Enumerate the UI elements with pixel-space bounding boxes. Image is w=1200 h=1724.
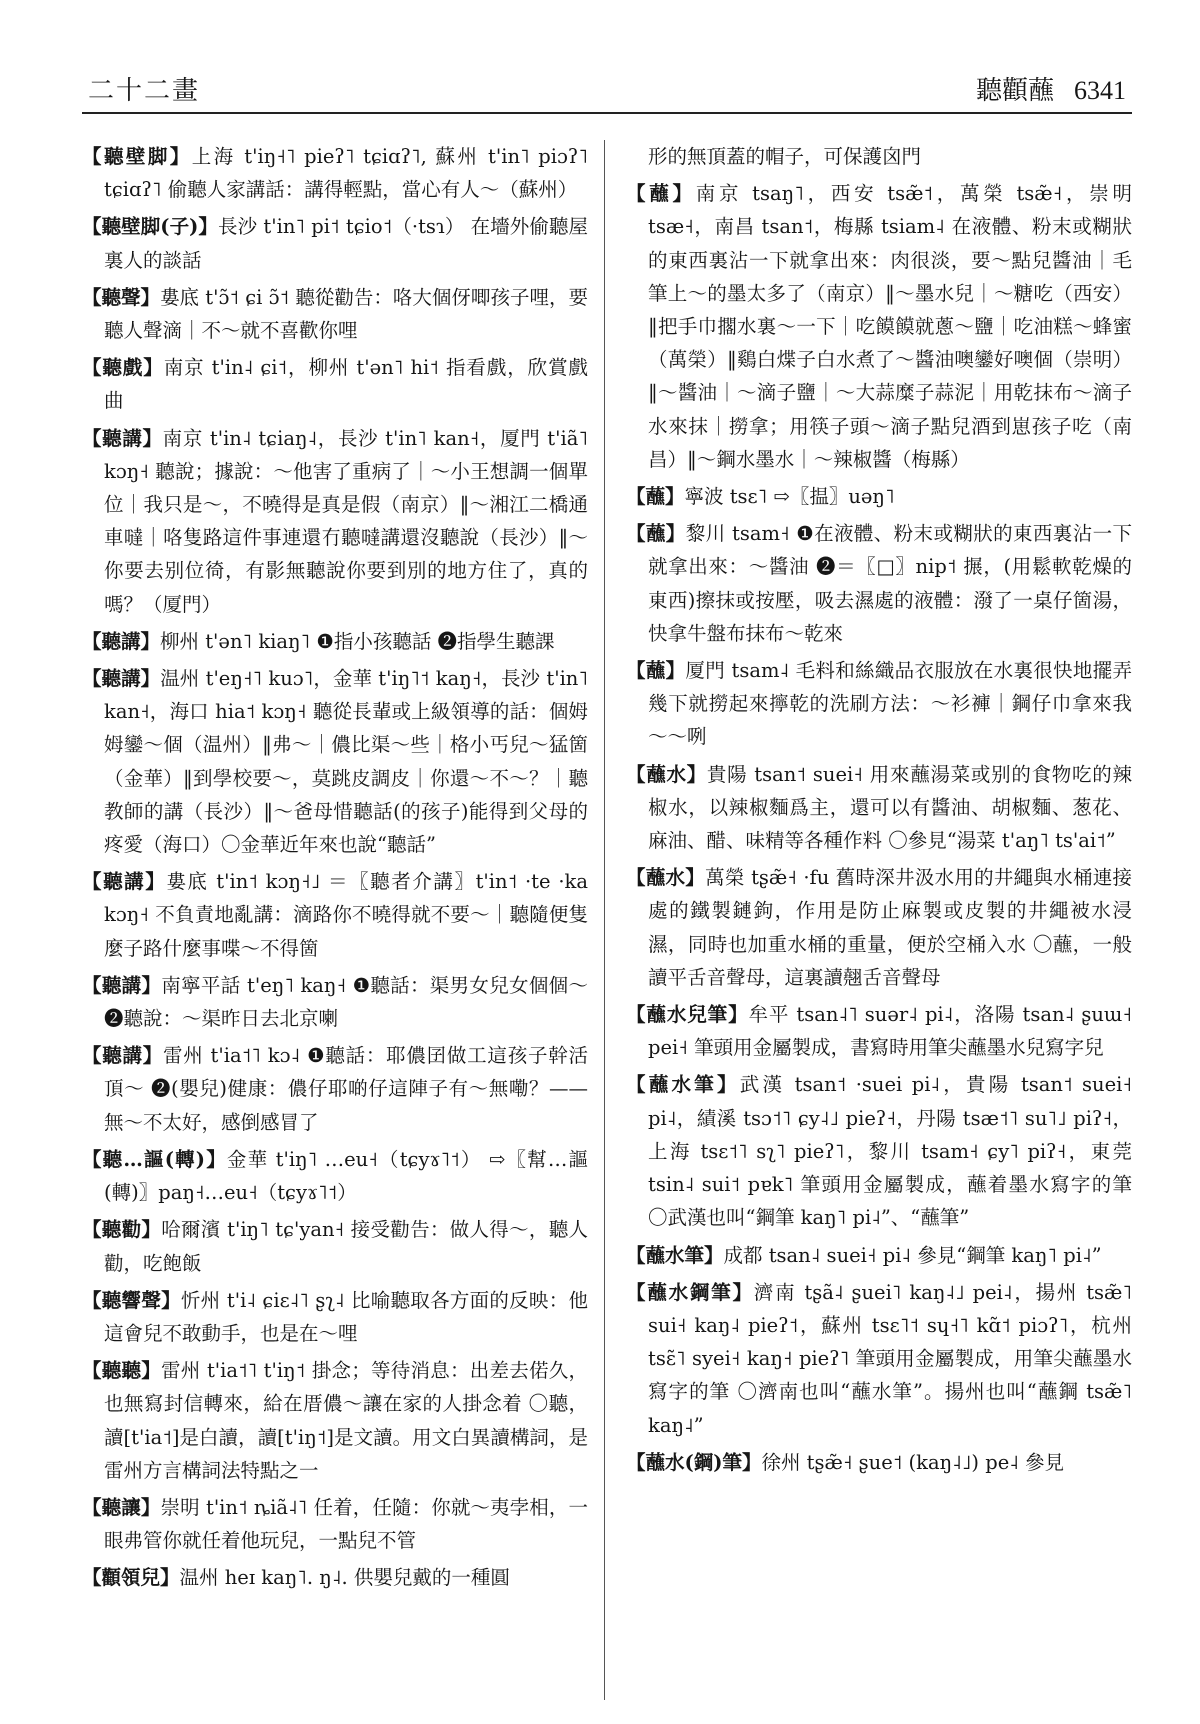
page-number: 6341 [1074,76,1126,105]
dictionary-entry [626,517,1132,650]
entry-body: 成都 tsan˨ suei˧ pi˨ 參見“鋼筆 kaŋ˥ pi˨” [723,1243,1102,1267]
entry-body: 婁底 t'in˦ kɔŋ˧˩ ＝〖聽者介講〗t'in˦ ·te ·ka kɔŋ˧ 不負責地亂講：滴路你不曉得就不要～｜聽隨便隻麼子路什麼事喋～不得箇 [104,870,588,960]
dictionary-entry [82,969,588,1035]
entry-body: 南京 t'in˨ tɕiaŋ˨，長沙 t'in˥ kan˧，厦門 t'iã˥ kɔŋ˧ 聽說；據說：～他害了重病了｜～小王想調一個單位｜我只是～，不曉得是真是假（南京）‖～湘江二橋通車噠｜咯隻路這件事連還冇聽噠講還沒聽說（長沙）‖～你要去别位徛，有影無聽說你要到別的地方住了，真的嗎？（厦門） [104,426,588,616]
entry-headword: 【蘸】 [626,485,685,509]
entry-body: 厦門 tsam˨ 毛料和絲織品衣服放在水裏很快地擺弄幾下就撈起來擰乾的洗刷方法：～衫褲｜鋼仔巾拿來我～～咧 [648,659,1132,749]
entry-body: 徐州 tʂæ̃˧ ʂue˦ (kaŋ˨˩) pe˨ 參見 [761,1450,1065,1474]
entry-body: 柳州 t'ən˥ kiaŋ˥ ❶指小孩聽話 ❷指學生聽課 [160,629,555,653]
dictionary-entry [82,1039,588,1139]
entry-headword: 【聽講】 [82,426,163,450]
entry-headword: 【聽壁脚】 [82,145,192,168]
right-column [626,140,1132,1483]
entry-body: 黎川 tsam˧ ❶在液體、粉末或糊狀的東西裏沾一下就拿出來：～醬油 ❷＝〖□〗nip˦ 搌，(用鬆軟乾燥的東西)擦抹或按壓，吸去濕處的液體：潑了一桌仔箇湯，快拿牛盤布抹布～乾來 [648,522,1132,645]
dictionary-entry [82,662,588,861]
entry-headword: 【聽聲】 [82,285,161,309]
dictionary-entry [82,865,588,965]
stroke-count-heading: 二十二畫 [88,76,201,106]
entry-body: 雷州 t'ia˦˥ kɔ˨ ❶聽話：耶儂囝做工這孩子幹活頂～ ❷(嬰兒)健康：儂仔耶啲仔這陣子有～無嘞？——無～不太好，感倒感冒了 [104,1044,588,1134]
column-divider [604,140,605,1700]
entry-headword: 【聽壁脚(子)】 [82,215,219,239]
dictionary-entry [626,998,1132,1064]
entry-headword: 【聽響聲】 [82,1288,181,1312]
entry-body: 貴陽 tsan˦ suei˧ 用來蘸湯菜或别的食物吃的辣椒水，以辣椒麵爲主，還可以有醬油、胡椒麵、葱花、麻油、醋、味精等各種作料 〇參見“湯菜 t'aŋ˥ ts'ai˦” [648,762,1132,853]
entry-headword: 【蘸水(鋼)筆】 [626,1450,762,1474]
entry-headword: 【蘸】 [626,182,696,206]
entry-body: 南寧平話 t'eŋ˥ kaŋ˧ ❶聽話：渠男女兒女個個～ ❷聽說：～渠昨日去北京喇 [104,973,588,1031]
entry-body: 南京 tsaŋ˥，西安 tsæ̃˦，萬榮 tsæ̃˧，崇明 tsæ˧，南昌 tsan˦，梅縣 tsiam˨ 在液體、粉末或糊狀的東西裏沾一下就拿出來：肉很淡，要～點兒醬油｜毛筆上～的墨太多了（南京）‖～墨水兒｜～糖吃（西安）‖把手巾擱水裏～一下｜吃饃饃就蔥～鹽｜吃油糕～蜂蜜（萬榮）‖鷄白煠子白水煮了～醬油噢鑾好噢個（崇明）‖～醬油｜～滴子鹽｜～大蒜糜子蒜泥｜用乾抹布～滴子水來抹｜撈拿；用筷子頭～滴子點兒酒到崽孩子吃（南昌）‖～鋼水墨水｜～辣椒醬（梅縣） [648,182,1132,471]
entry-headword: 【聽講】 [82,1044,164,1068]
entry-headword: 【蘸水】 [626,866,706,890]
dictionary-entry [82,1213,588,1279]
entry-headword: 【蘸水】 [626,762,707,786]
entry-body: 上海 t'iŋ˧˥ pieʔ˥ tɕiɑʔ˥, 蘇州 t'in˥ piɔʔ˥ tɕiɑʔ˥ 偷聽人家講話：講得輕點，當心有人～（蘇州） [104,145,588,202]
entry-body: 寧波 tsɛ˥ ⇨〖揾〗uəŋ˥ [684,485,895,509]
header-rule [82,112,1132,114]
guide-characters: 聽顴蘸 [975,76,1054,106]
dictionary-entry [82,351,588,417]
entry-body: 温州 t'eŋ˧˥ kuɔ˥，金華 t'iŋ˥˦ kaŋ˧，長沙 t'in˥ kan˧，海口 hia˦ kɔŋ˧ 聽從長輩或上級領導的話：個姆姆鑾～個（温州）‖弗～｜儂比渠～些｜格小丐兒～猛箇（金華）‖到學校要～，莫跳皮調皮｜你還～不～？｜聽教師的講（長沙）‖～爸母惜聽話(的孩子)能得到父母的疼愛（海口）〇金華近年來也說“聽話” [104,667,588,857]
dictionary-entry [82,422,588,621]
entry-body: 崇明 t'in˦ ȵiã˨˥ 任着，任隨：你就～夷孛相，一眼弗管你就任着他玩兒，一點兒不管 [104,1495,588,1553]
entry-headword: 【蘸水筆】 [626,1073,740,1097]
entry-headword: 【聽勸】 [82,1218,162,1242]
entry-body: 濟南 tʂã˨ ʂuei˥ kaŋ˨˩ pei˨，揚州 tsæ̃˥ sui˧ kaŋ˨ pieʔ˦，蘇州 tsɛ˥˦ sɥ˧˥ kɑ̃˦ piɔʔ˥，杭州 tsɛ̃˥ syei˧ kaŋ˧ pieʔ˥ 筆頭用金屬製成，用筆尖蘸墨水寫字的筆 〇濟南也叫“蘸水筆”。揚州也叫“蘸鋼 tsæ̃˥ kaŋ˨” [648,1280,1132,1437]
entry-headword: 【聽講】 [82,667,161,691]
entry-headword: 【蘸水鋼筆】 [626,1280,754,1304]
dictionary-entry [626,1276,1132,1442]
entry-headword: 【顴領兒】 [82,1566,180,1590]
entry-body: 牟平 tsan˨˥ suər˨ pi˨，洛陽 tsan˨ ʂuɯ˧ pei˧ 筆頭用金屬製成，書寫時用筆尖蘸墨水兒寫字兒 [648,1003,1132,1060]
entry-headword: 【蘸水筆】 [626,1243,724,1267]
entry-body: 温州 heɪ kaŋ˥. ŋ˨. 供嬰兒戴的一種圓 [179,1566,510,1590]
dictionary-entry [82,1561,588,1594]
entry-headword: 【聽…謳(轉)】 [82,1147,227,1171]
dictionary-entry [626,654,1132,754]
left-column [82,140,588,1599]
entry-headword: 【蘸水兒筆】 [626,1003,749,1027]
dictionary-entry [626,1068,1132,1234]
entry-body: 長沙 t'in˥ pi˦ tɕio˦（·tsɿ） 在墻外偷聽屋裏人的談話 [104,215,589,272]
entry-body: 南京 t'in˨ ɕi˦，柳州 t'ən˥ hi˦ 指看戲，欣賞戲曲 [104,356,588,413]
entry-headword: 【聽講】 [82,973,162,997]
entry-body: 形的無頂蓋的帽子，可保護囟門 [648,145,922,168]
entry-body: 武漢 tsan˦ ·suei pi˨，貴陽 tsan˦ suei˧ pi˨，績溪 tsɔ˦˥ ɕy˨˩ pieʔ˧，丹陽 tsæ˦˥ su˥˩ piʔ˧，上海 tsɛ˦˥ sʅ˥ pieʔ˥，黎川 tsam˧ ɕy˥ piʔ˧，東莞 tsin˨ sui˦ pɐk˥ 筆頭用金屬製成，蘸着墨水寫字的筆 〇武漢也叫“鋼筆 kaŋ˥ pi˨”、“蘸筆” [648,1073,1132,1230]
dictionary-entry [626,861,1132,994]
entry-headword: 【聽講】 [82,629,161,653]
dictionary-entry [82,1354,588,1487]
entry-body: 忻州 t'i˨ ɕiɛ˨˥ ʂʅ˨ 比喻聽取各方面的反映：他這會兒不敢動手，也是在～哩 [104,1288,588,1345]
page-heading [976,70,1126,107]
dictionary-entry [626,480,1132,513]
entry-body: 金華 t'iŋ˥ …eu˧（tɕyɤ˥˦） ⇨〖幫…謳(轉)〗paŋ˧…eu˧（tɕyɤ˥˦） [104,1147,589,1205]
dictionary-entry [82,1284,588,1350]
entry-body: 哈爾濱 t'iŋ˥ tɕ'yan˧ 接受勸告：做人得～，聽人勸，吃飽飯 [104,1218,588,1275]
dictionary-entry [626,1239,1132,1272]
entry-headword: 【聽講】 [82,870,167,894]
entry-headword: 【聽讓】 [82,1495,161,1519]
entry-body: 婁底 t'ɔ̃˦ ɕi ɔ̃˦ 聽從勸告：咯大個伢唧孩子哩，要聽人聲滴｜不～就不喜歡你哩 [104,285,588,343]
dictionary-entry [626,140,1132,173]
dictionary-entry [626,1446,1132,1479]
dictionary-entry [626,177,1132,476]
dictionary-entry [82,625,588,658]
entry-body: 雷州 t'ia˦˥ t'iŋ˦ 掛念；等待消息：出差去偌久，也無寫封信轉來，給在厝儂～讓在家的人掛念着 〇聽，讀[t'ia˦]是白讀，讀[t'iŋ˦]是文讀。用文白異讀構詞，是雷州方言構詞法特點之一 [104,1359,588,1482]
dictionary-entry [82,1491,588,1557]
dictionary-entry [626,758,1132,858]
entry-headword: 【聽聽】 [82,1359,161,1383]
running-header [82,66,1132,106]
entry-headword: 【蘸】 [626,659,686,683]
entry-headword: 【聽戲】 [82,356,164,380]
dictionary-entry [82,1143,588,1209]
dictionary-entry [82,281,588,347]
entry-headword: 【蘸】 [626,522,686,546]
dictionary-entry [82,140,588,206]
entry-body: 萬榮 tʂæ̃˧ ·fu 舊時深井汲水用的井繩與水桶連接處的鐵製鏈鉤，作用是防止麻製或皮製的井繩被水浸濕，同時也加重水桶的重量，便於空桶入水 〇蘸，一般讀平舌音聲母，這裏讀翹舌音聲母 [648,866,1132,989]
dictionary-entry [82,210,588,276]
